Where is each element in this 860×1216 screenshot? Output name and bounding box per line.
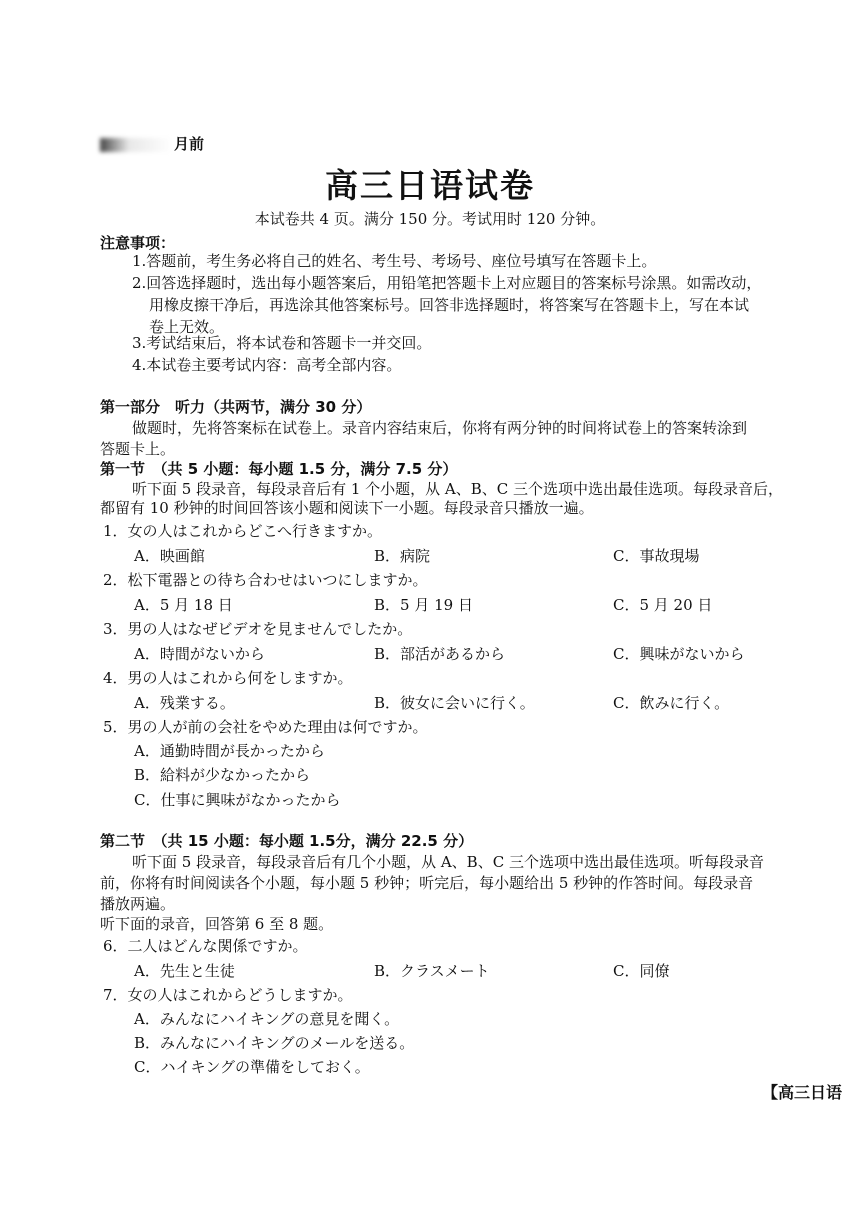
notes-item-1: 1.答题前，考生务必将自己的姓名、考生号、考场号、座位号填写在答题卡上。	[132, 252, 657, 270]
section1-intro: 听下面 5 段录音，每段录音后有 1 个小题，从 A、B、C 三个选项中选出最佳选项。每段录音后，	[132, 480, 784, 498]
page-subtitle: 本试卷共 4 页。满分 150 分。考试用时 120 分钟。	[254, 210, 606, 228]
notes-heading: 注意事项：	[100, 234, 176, 252]
question-4-option-a: A．残業する。	[134, 694, 235, 712]
header-note-text: 月前	[174, 135, 205, 153]
notes-item-2-cont: 用橡皮擦干净后，再选涂其他答案标号。回答非选择题时，将答案写在答题卡上，写在本试	[149, 296, 750, 314]
question-1-option-b: B．病院	[374, 547, 431, 565]
question-6-option-a: A．先生と生徒	[134, 962, 235, 980]
question-3-stem: 3．男の人はなぜビデオを見ませんでしたか。	[103, 620, 413, 638]
question-1-stem: 1．女の人はこれからどこへ行きますか。	[103, 522, 382, 540]
notes-item-2: 2.回答选择题时，选出每小题答案后，用铅笔把答题卡上对应题目的答案标号涂黑。如需改动，	[132, 274, 762, 292]
page-title: 高三日语试卷	[325, 166, 535, 205]
question-2-stem: 2．松下電器との待ち合わせはいつにしますか。	[103, 571, 428, 589]
redacted-mark	[100, 138, 172, 152]
question-3-option-b: B．部活があるから	[374, 645, 506, 663]
notes-item-2-cont2: 卷上无效。	[149, 318, 225, 336]
section1-heading: 第一节 （共 5 小题：每小题 1.5 分，满分 7.5 分）	[100, 460, 458, 478]
notes-item-3: 3.考试结束后，将本试卷和答题卡一并交回。	[132, 334, 432, 352]
section2-intro-cont: 前，你将有时间阅读各个小题，每小题 5 秒钟；听完后，每小题给出 5 秒钟的作答时间。每段录音	[100, 874, 754, 892]
question-4-option-b: B．彼女に会いに行く。	[374, 694, 535, 712]
question-6-option-b: B．クラスメート	[374, 962, 490, 980]
section1-intro-cont: 都留有 10 秒钟的时间回答该小题和阅读下一小题。每段录音只播放一遍。	[100, 499, 594, 517]
part1-intro: 做题时，先将答案标在试卷上。录音内容结束后，你将有两分钟的时间将试卷上的答案转涂到	[132, 419, 748, 437]
footer-label: 【高三日语	[761, 1083, 842, 1102]
question-5-option-b: B．給料が少なかったから	[134, 766, 311, 784]
question-6-stem: 6．二人はどんな関係ですか。	[103, 937, 308, 955]
question-5-option-a: A．通勤時間が長かったから	[134, 742, 325, 760]
question-1-option-a: A．映画館	[134, 547, 205, 565]
section2-prompt: 听下面的录音，回答第 6 至 8 题。	[100, 915, 334, 933]
section2-intro: 听下面 5 段录音，每段录音后有几个小题，从 A、B、C 三个选项中选出最佳选项。听每段录音	[132, 853, 764, 871]
question-4-stem: 4．男の人はこれから何をしますか。	[103, 669, 353, 687]
question-1-option-c: C．事故現場	[613, 547, 700, 565]
question-2-option-b: B．5 月 19 日	[374, 596, 473, 614]
question-2-option-a: A．5 月 18 日	[134, 596, 233, 614]
question-3-option-c: C．興味がないから	[613, 645, 745, 663]
question-7-option-c: C．ハイキングの準備をしておく。	[134, 1058, 370, 1076]
notes-item-4: 4.本试卷主要考试内容：高考全部内容。	[132, 356, 402, 374]
part1-intro-cont: 答题卡上。	[100, 440, 176, 458]
header-note	[100, 133, 204, 154]
question-3-option-a: A．時間がないから	[134, 645, 265, 663]
question-7-stem: 7．女の人はこれからどうしますか。	[103, 986, 353, 1004]
question-2-option-c: C．5 月 20 日	[613, 596, 713, 614]
question-5-option-c: C．仕事に興味がなかったから	[134, 791, 341, 809]
question-5-stem: 5．男の人が前の会社をやめた理由は何ですか。	[103, 718, 428, 736]
section2-heading: 第二节 （共 15 小题：每小题 1.5分，满分 22.5 分）	[100, 832, 474, 850]
question-4-option-c: C．飲みに行く。	[613, 694, 730, 712]
part1-heading: 第一部分 听力（共两节，满分 30 分）	[100, 398, 372, 416]
question-6-option-c: C．同僚	[613, 962, 670, 980]
question-7-option-b: B．みんなにハイキングのメールを送る。	[134, 1034, 415, 1052]
question-7-option-a: A．みんなにハイキングの意見を聞く。	[134, 1010, 400, 1028]
section2-intro-cont2: 播放两遍。	[100, 895, 176, 913]
